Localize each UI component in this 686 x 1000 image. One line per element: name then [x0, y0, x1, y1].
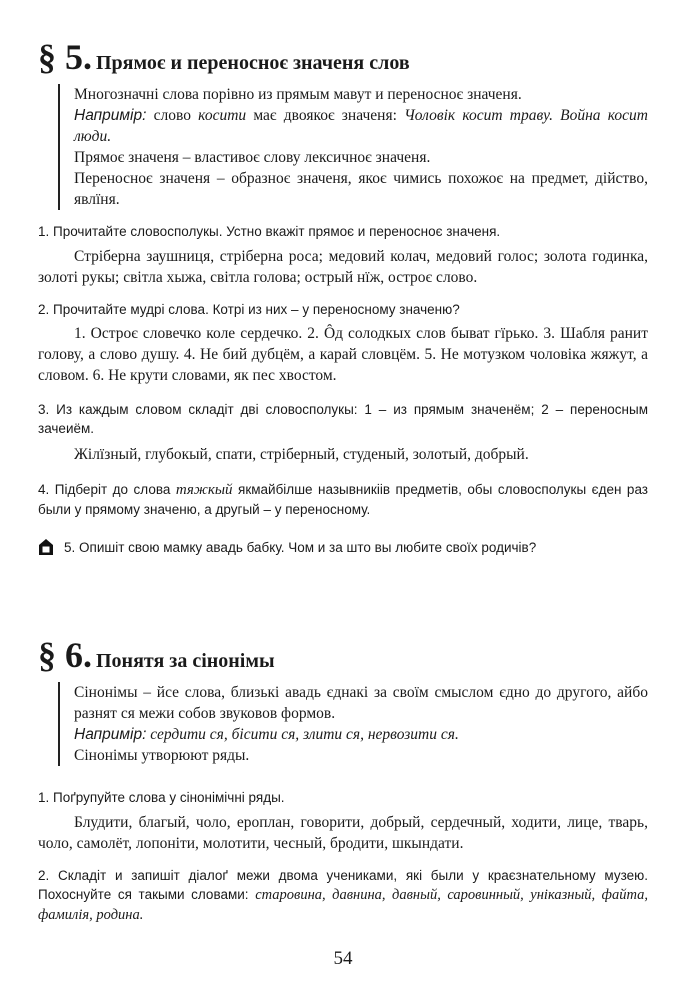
page-number: 54: [333, 948, 353, 969]
section-6-rule: [58, 682, 648, 766]
section-6-symbol: § 6.: [38, 635, 92, 675]
task-3-exercise: Жілїзный, глубокый, спати, стріберный, студеный, золотый, добрый.: [74, 446, 529, 463]
section-5-rule: [58, 84, 648, 210]
rule6-line-1: Сінонімы – йсе слова, близькі авадь єднакі за своїм смыслом єдно до другого, айбо разнят ся межи собов звуковов формов.: [74, 684, 648, 722]
task-1-exercise: Стріберна заушниця, стріберна роса; медовий колач, медовий голос; золота годинка, золоті рукы; світла хыжа, світла голова; острый нїж, остроє слово.: [38, 248, 648, 286]
rule-line-4: Переносноє значеня – образноє значеня, якоє чимись похожоє на предмет, дійство, явлїня.: [74, 170, 648, 208]
example6-words: сердити ся, бісити ся, злити ся, нервозити ся.: [146, 726, 459, 743]
example-word: косити: [198, 107, 247, 124]
task6-2-question: 2. Складіт и запишіт діалоґ межи двома учениками, які были у краєзнательному музею. Похоснуйте ся такыми словами: старовина, давнина, давный, саровинный, уніказный, файта, фамилія, родина.: [38, 868, 648, 923]
section-5-heading: [38, 36, 410, 78]
section-5-title: Прямоє и переносноє значеня слов: [96, 52, 410, 74]
task-4-word: тяжкый: [175, 482, 233, 498]
task-1-question: 1. Прочитайте словосполукы. Устно вкажіт прямоє и переносноє значеня.: [38, 224, 501, 239]
rule-line-1: Многозначні слова порівно из прямым мавут и переносноє значеня.: [74, 86, 522, 103]
task6-2-words: старовина, давнина, давный, саровинный, уніказный, файта, фамилія, родина.: [38, 887, 648, 923]
task-3-question: 3. Из каждым словом складіт дві словосполукы: 1 – из прямым значенём; 2 – переносным зачеиём.: [38, 402, 648, 436]
example-label: Напримір:: [74, 107, 147, 124]
example6-label: Напримір:: [74, 726, 147, 743]
task-5-question: 5. Опишіт свою мамку авадь бабку. Чом и за што вы любите своїх родичів?: [64, 540, 537, 555]
section-6-heading: [38, 634, 275, 676]
section-6-title: Понятя за сінонімы: [96, 650, 275, 672]
home-icon: [38, 538, 54, 556]
task6-1-exercise: Блудити, благый, чоло, ероплан, говорити, добрый, сердечный, ходити, лице, тварь, чоло, самолёт, лопоніти, молотити, чесный, бродити, шкындати.: [38, 814, 648, 852]
task-2-exercise: 1. Остроє словечко коле сердечко. 2. Ôд солодкых слов быват гїрько. 3. Шабля ранит голову, а слово душу. 4. Не бий дубцём, а карай словцём. 5. Не мотузком чоловіка жяжут, а словом. 6. Не крути словами, як пес хвостом.: [38, 325, 648, 384]
example-sentences: Чоловік косит траву. Война косит люди.: [74, 107, 648, 145]
task-4-question: 4. Підберіт до слова тяжкый якмайбілше назывникіів предметів, обы словосполукы єден раз были у прямому значеню, а другый – у переносному.: [38, 482, 648, 517]
rule6-line-3: Сінонімы утворюют ряды.: [74, 747, 250, 764]
rule-example: Напримір: слово косити має двоякоє значеня: Чоловік косит траву. Война косит люди.: [74, 107, 648, 145]
rule-line-3: Прямоє значеня – властивоє слову лексичноє значеня.: [74, 149, 431, 166]
section-5-symbol: § 5.: [38, 37, 92, 77]
task6-1-question: 1. Поґрупуйте слова у сінонімічні ряды.: [38, 790, 285, 805]
rule6-example: [74, 724, 648, 745]
task-2-question: 2. Прочитайте мудрі слова. Котрі из них – у переносному значеню?: [38, 302, 460, 317]
